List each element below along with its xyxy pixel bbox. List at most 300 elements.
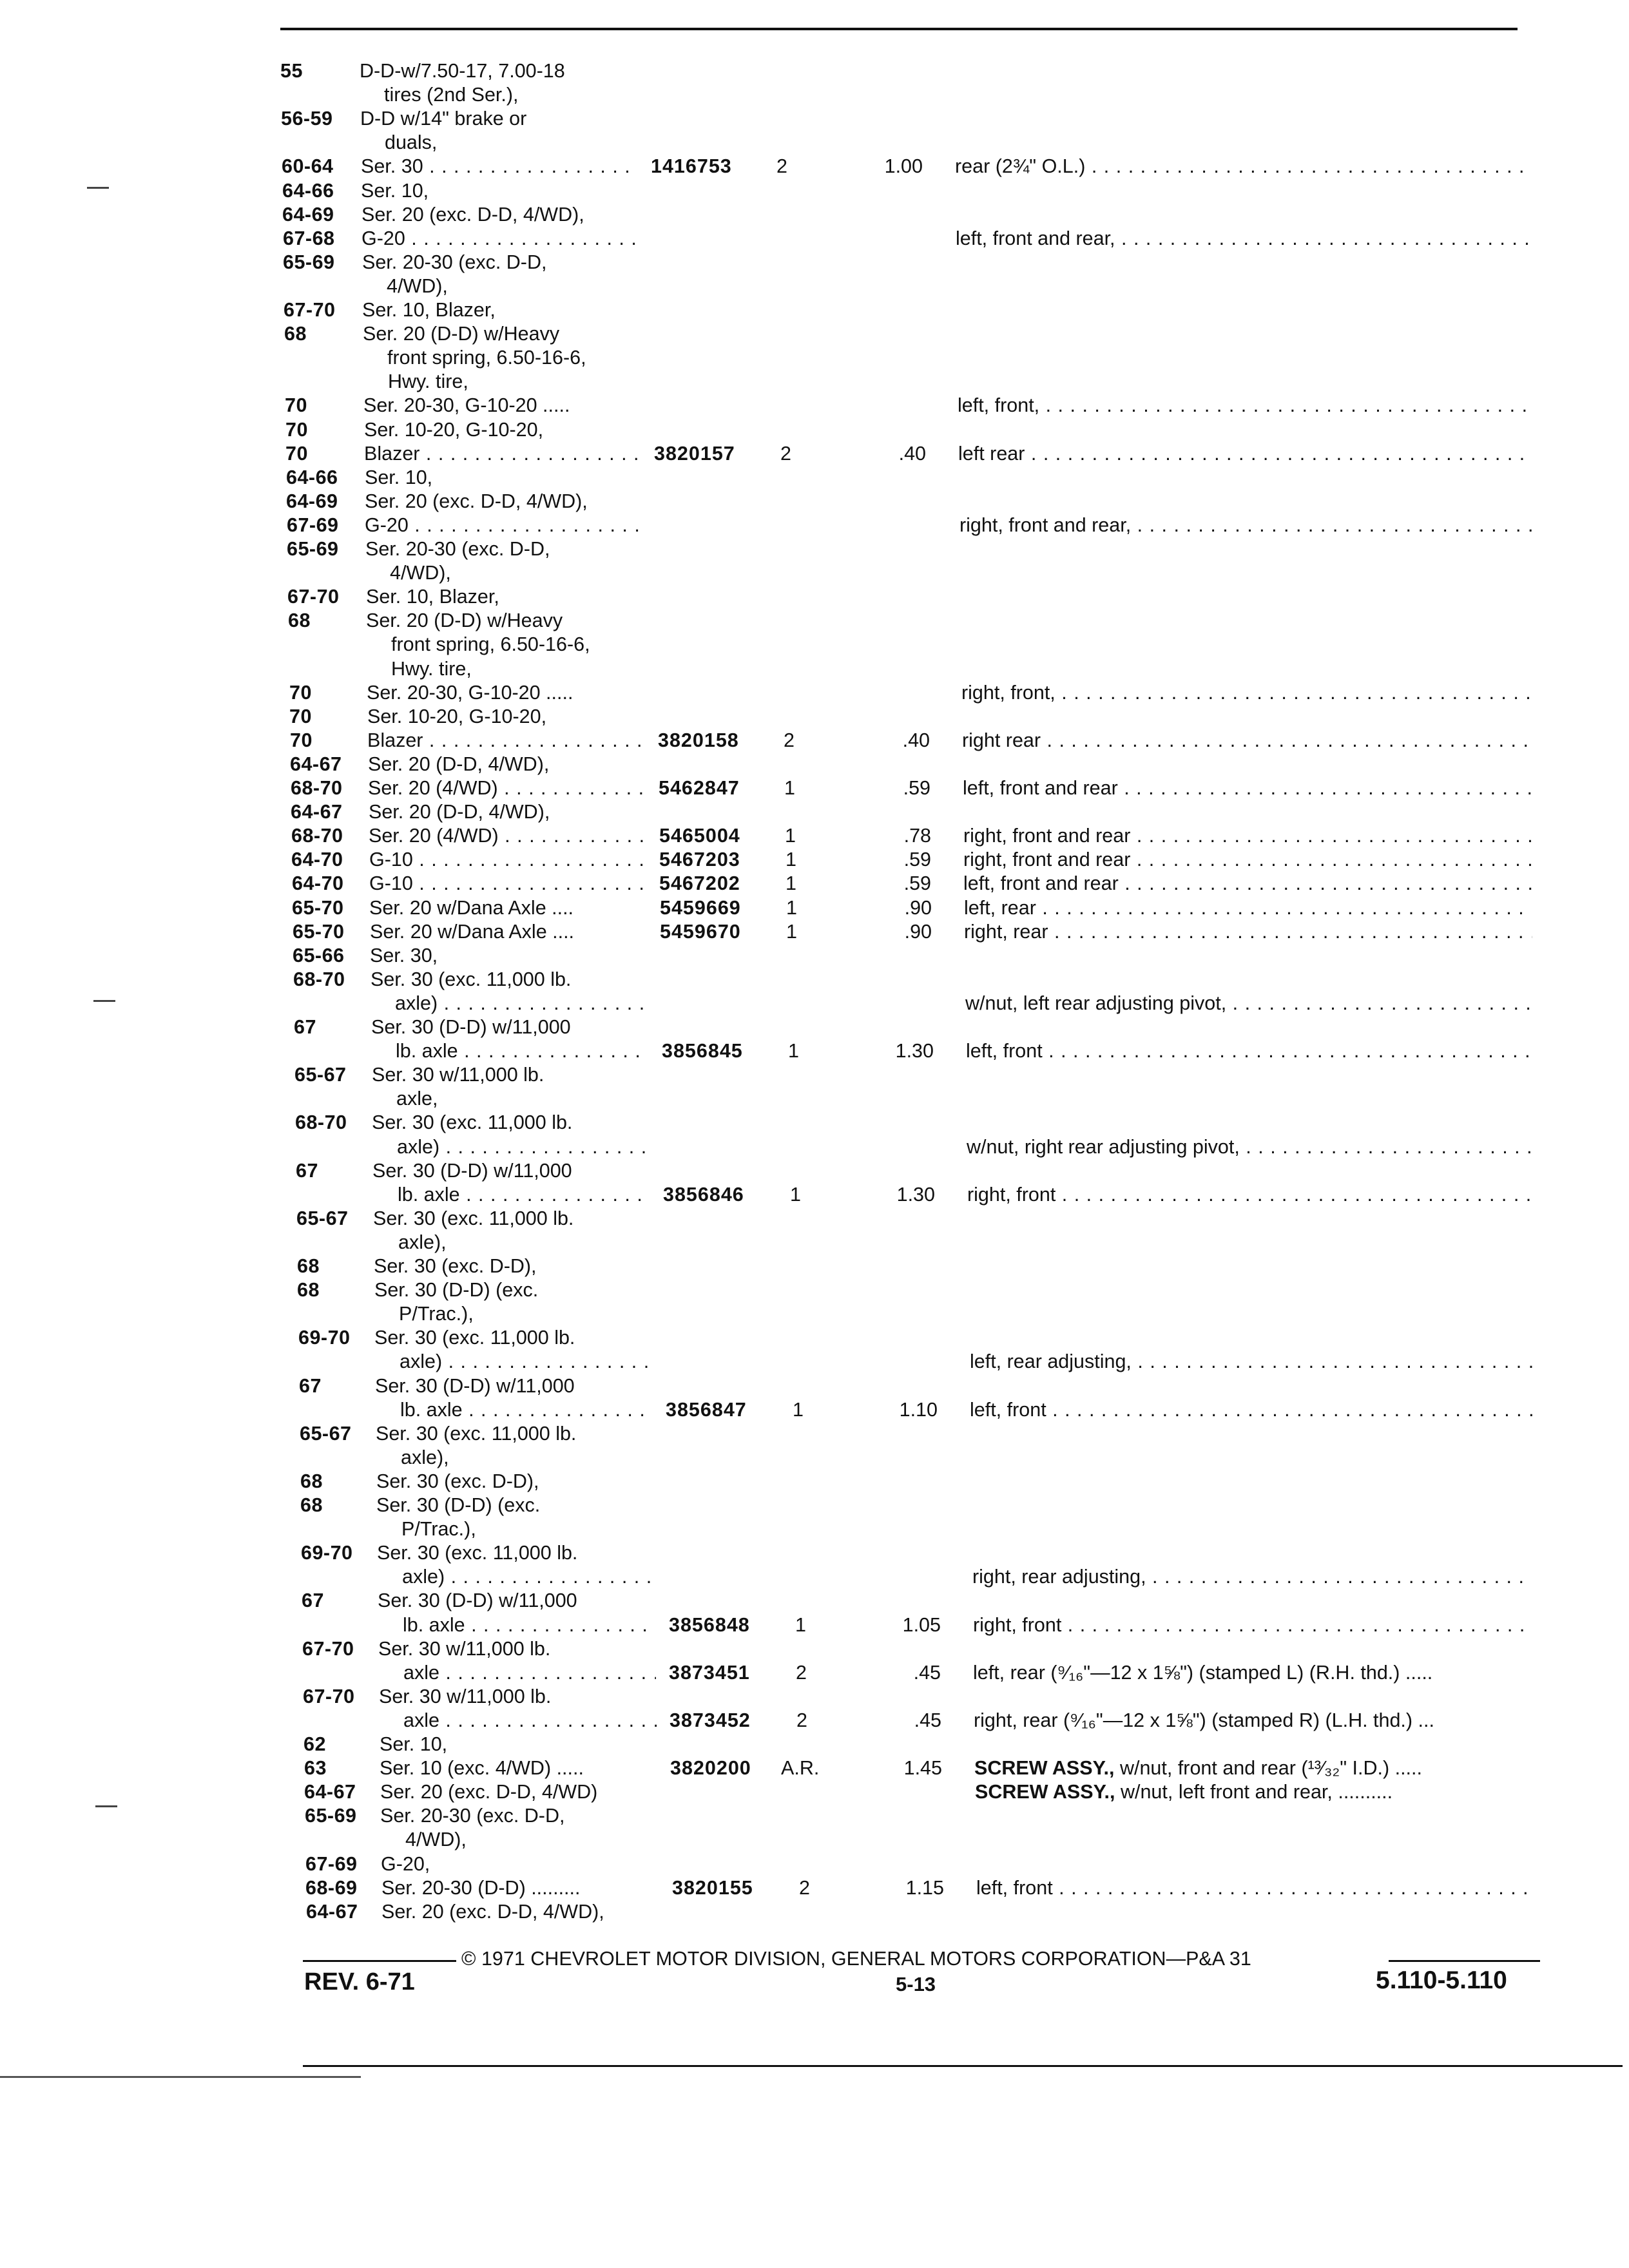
model-year: 68-70 — [293, 968, 345, 990]
part-name — [973, 1661, 1532, 1685]
application-description: Hwy. tire, — [391, 658, 472, 680]
model-year: 67-68 — [283, 227, 335, 249]
quantity: 2 — [796, 1709, 807, 1731]
part-name-text: w/nut, front and rear (¹³⁄₃₂" I.D.) ..... — [1114, 1757, 1422, 1779]
model-year: 68-69 — [305, 1877, 358, 1899]
quantity: 1 — [795, 1614, 806, 1636]
model-year: 65-70 — [292, 897, 344, 919]
catalog-row — [0, 1326, 1629, 1350]
part-number: 5467202 — [659, 872, 740, 894]
part-name-text: left, front — [970, 1399, 1046, 1421]
catalog-row — [0, 920, 1629, 944]
part-name — [959, 514, 1532, 537]
model-year: 67-69 — [305, 1853, 358, 1875]
application-description: Ser. 30 (exc. 11,000 lb. — [371, 968, 572, 990]
application-description: Ser. 30 (D-D) (exc. — [374, 1279, 539, 1301]
catalog-row — [0, 1039, 1629, 1063]
quantity: 1 — [793, 1399, 804, 1421]
model-year: 67 — [294, 1016, 316, 1038]
model-year: 64-67 — [291, 801, 343, 823]
quantity: 2 — [780, 443, 791, 465]
model-year: 70 — [289, 682, 312, 704]
part-name-text: right, front and rear — [963, 849, 1131, 870]
part-name — [974, 1756, 1532, 1780]
catalog-row — [0, 1087, 1629, 1111]
catalog-row — [0, 1852, 1629, 1876]
part-number: 3856848 — [669, 1614, 750, 1636]
catalog-row — [0, 1613, 1629, 1637]
application-description: Ser. 30 (D-D) (exc. — [376, 1494, 541, 1516]
application-description: G-10 . . . — [369, 848, 646, 872]
part-name — [956, 227, 1532, 251]
quantity: 1 — [786, 872, 796, 894]
part-number: 5465004 — [659, 825, 740, 847]
application-description: Ser. 30 . . . — [361, 155, 638, 178]
model-year: 64-70 — [291, 849, 343, 870]
model-year: 68 — [300, 1470, 323, 1492]
model-year: 68 — [300, 1494, 323, 1516]
application-description: lb. axle . . . — [396, 1039, 649, 1063]
catalog-row — [0, 274, 1629, 298]
model-year: 60-64 — [282, 155, 334, 177]
part-name — [955, 155, 1532, 178]
application-description: axle), — [398, 1231, 447, 1253]
catalog-row — [0, 681, 1629, 705]
part-number: 3873451 — [669, 1662, 750, 1684]
quantity: 2 — [796, 1662, 807, 1684]
part-number: 3820157 — [654, 443, 735, 465]
quantity: 1 — [785, 825, 796, 847]
catalog-row — [0, 800, 1629, 824]
model-year: 64-67 — [304, 1781, 356, 1803]
application-description: Ser. 30 (exc. 11,000 lb. — [377, 1542, 578, 1564]
list-price: .90 — [904, 921, 932, 943]
part-name-text: w/nut, left rear adjusting pivot, — [965, 992, 1227, 1014]
model-year: 63 — [304, 1757, 327, 1779]
application-description: Ser. 20-30, G-10-20 ..... — [363, 394, 570, 416]
catalog-row — [0, 1446, 1629, 1470]
catalog-row — [0, 1589, 1629, 1613]
model-year: 67 — [302, 1590, 324, 1611]
list-price: .59 — [903, 849, 931, 870]
application-description: Ser. 10 (exc. 4/WD) ..... — [380, 1757, 584, 1779]
application-description: Ser. 20 (D-D, 4/WD), — [368, 753, 550, 775]
quantity: 1 — [786, 921, 797, 943]
model-year: 69-70 — [298, 1327, 351, 1349]
part-name — [970, 1398, 1532, 1422]
catalog-row — [0, 59, 1629, 83]
catalog-row — [0, 227, 1629, 251]
application-description: axle . . . — [403, 1709, 657, 1733]
part-number: 3856847 — [666, 1399, 747, 1421]
model-year: 70 — [285, 394, 307, 416]
catalog-row — [0, 633, 1629, 657]
model-year: 64-66 — [286, 466, 338, 488]
catalog-row — [0, 896, 1629, 920]
application-description: Blazer . . . — [364, 442, 641, 466]
catalog-row — [0, 657, 1629, 681]
model-year: 65-69 — [305, 1805, 357, 1827]
catalog-row — [0, 992, 1629, 1015]
catalog-row — [0, 1111, 1629, 1135]
list-price: .45 — [914, 1709, 941, 1731]
model-year: 67-70 — [287, 586, 340, 608]
part-name-text: left, rear (⁹⁄₁₆"—12 x 1⅝") (stamped L) (R.H. thd.) ..... — [973, 1662, 1433, 1684]
list-price: 1.05 — [902, 1614, 941, 1636]
part-name — [965, 992, 1532, 1015]
model-year: 68 — [297, 1255, 320, 1277]
part-name-text: right rear — [962, 729, 1041, 751]
catalog-row — [0, 203, 1629, 227]
part-name-text: left, rear adjusting, — [970, 1350, 1132, 1372]
part-name — [967, 1183, 1532, 1207]
application-description: Ser. 20 (exc. D-D, 4/WD), — [365, 490, 588, 512]
model-year: 64-70 — [292, 872, 344, 894]
application-description: Ser. 10-20, G-10-20, — [367, 706, 547, 727]
part-name — [958, 442, 1532, 466]
catalog-row — [0, 1804, 1629, 1828]
catalog-row — [0, 346, 1629, 370]
application-description: Ser. 30 (exc. 11,000 lb. — [376, 1423, 577, 1445]
model-year: 65-70 — [293, 921, 345, 943]
application-description: 4/WD), — [387, 275, 448, 297]
model-year: 65-67 — [294, 1064, 347, 1086]
application-description: Ser. 20-30 (exc. D-D, — [365, 538, 550, 560]
catalog-row — [0, 609, 1629, 633]
catalog-row — [0, 251, 1629, 274]
part-name — [974, 1709, 1532, 1733]
application-description: Ser. 10, Blazer, — [366, 586, 499, 608]
part-name-text: right, front — [967, 1184, 1056, 1206]
list-price: .40 — [902, 729, 930, 751]
application-description: Ser. 20 (D-D) w/Heavy — [363, 323, 560, 345]
catalog-row — [0, 1015, 1629, 1039]
application-description: P/Trac.), — [401, 1518, 476, 1540]
list-price: .90 — [904, 897, 932, 919]
part-name — [963, 776, 1532, 800]
part-name — [964, 920, 1532, 944]
application-description: axle . . . — [403, 1661, 656, 1685]
catalog-row — [0, 1422, 1629, 1446]
application-description: Ser. 20 (exc. D-D, 4/WD) — [380, 1781, 598, 1803]
part-name-text: right, rear (⁹⁄₁₆"—12 x 1⅝") (stamped R) (L.H. thd.) ... — [974, 1709, 1434, 1731]
part-name — [964, 896, 1532, 920]
application-description: Ser. 20 (exc. D-D, 4/WD), — [381, 1901, 604, 1923]
catalog-row — [0, 1494, 1629, 1517]
quantity: 2 — [776, 155, 787, 177]
part-number: 3820200 — [670, 1757, 751, 1779]
catalog-row — [0, 585, 1629, 609]
copyright-notice: © 1971 CHEVROLET MOTOR DIVISION, GENERAL MOTORS CORPORATION—P&A 31 — [461, 1948, 1251, 1970]
application-description: tires (2nd Ser.), — [384, 84, 519, 106]
part-name-text: left, front and rear — [963, 777, 1118, 799]
catalog-row — [0, 1159, 1629, 1183]
application-description: Ser. 20 (D-D) w/Heavy — [366, 610, 563, 631]
list-price: 1.15 — [905, 1877, 944, 1899]
model-year: 67-70 — [302, 1638, 354, 1660]
model-year: 67 — [299, 1375, 322, 1397]
model-year: 67 — [296, 1160, 318, 1182]
part-number: 5467203 — [659, 849, 740, 870]
catalog-row — [0, 1637, 1629, 1661]
application-description: lb. axle . . . — [400, 1398, 653, 1422]
model-year: 68 — [284, 323, 307, 345]
application-description: Ser. 10, Blazer, — [362, 299, 496, 321]
part-name — [963, 824, 1532, 848]
part-number: 5462847 — [659, 777, 740, 799]
catalog-row — [0, 824, 1629, 848]
application-description: Ser. 30 (D-D) w/11,000 — [371, 1016, 571, 1038]
application-description: Ser. 20 w/Dana Axle .... — [369, 897, 574, 919]
catalog-row — [0, 776, 1629, 800]
list-price: .78 — [903, 825, 931, 847]
part-name-text: left, rear — [964, 897, 1036, 919]
catalog-row — [0, 322, 1629, 346]
catalog-row — [0, 1254, 1629, 1278]
part-name-text: w/nut, right rear adjusting pivot, — [967, 1136, 1240, 1158]
application-description: Ser. 20-30, G-10-20 ..... — [367, 682, 574, 704]
model-year: 70 — [289, 706, 312, 727]
application-description: P/Trac.), — [399, 1303, 474, 1325]
catalog-row — [0, 1709, 1629, 1733]
model-year: 67-70 — [284, 299, 336, 321]
catalog-row — [0, 753, 1629, 776]
application-description: Ser. 10, — [365, 466, 433, 488]
catalog-row — [0, 1780, 1629, 1804]
application-description: Ser. 30 (exc. 11,000 lb. — [373, 1207, 574, 1229]
part-name — [963, 872, 1532, 896]
application-description: Blazer . . . — [367, 729, 645, 753]
catalog-row — [0, 944, 1629, 968]
model-year: 56-59 — [281, 108, 333, 130]
application-description: G-20 . . . — [361, 227, 639, 251]
part-number: 3820158 — [658, 729, 739, 751]
part-name — [958, 394, 1532, 418]
catalog-row — [0, 872, 1629, 896]
application-description: Ser. 30 (exc. D-D), — [376, 1470, 539, 1492]
application-description: Ser. 10, — [361, 180, 429, 202]
model-year: 68-70 — [291, 825, 343, 847]
catalog-row — [0, 1398, 1629, 1422]
catalog-row — [0, 1661, 1629, 1685]
model-year: 64-67 — [306, 1901, 358, 1923]
part-name — [973, 1613, 1532, 1637]
application-description: D-D-w/7.50-17, 7.00-18 — [360, 60, 565, 82]
application-description: Ser. 20-30 (exc. D-D, — [362, 251, 547, 273]
model-year: 67-70 — [303, 1686, 355, 1707]
part-name-text: right, front and rear — [963, 825, 1131, 847]
application-description: Ser. 20-30 (D-D) ......... — [381, 1877, 581, 1899]
catalog-row — [0, 1565, 1629, 1589]
application-description: axle, — [396, 1088, 438, 1110]
quantity: 1 — [786, 897, 797, 919]
model-year: 64-66 — [282, 180, 334, 202]
catalog-row — [0, 370, 1629, 394]
model-year: 64-67 — [290, 753, 342, 775]
application-description: Ser. 20 (D-D, 4/WD), — [369, 801, 550, 823]
catalog-row — [0, 1733, 1629, 1756]
part-name — [967, 1135, 1532, 1159]
model-year: 55 — [280, 60, 303, 82]
catalog-row — [0, 1302, 1629, 1326]
application-description: Ser. 30 (D-D) w/11,000 — [378, 1590, 577, 1611]
model-year: 69-70 — [301, 1542, 353, 1564]
catalog-row — [0, 394, 1629, 418]
application-description: Hwy. tire, — [388, 370, 468, 392]
catalog-row — [0, 1828, 1629, 1852]
application-description: axle) . . . — [395, 992, 648, 1015]
application-description: front spring, 6.50-16-6, — [387, 347, 586, 369]
application-description: Ser. 30, — [370, 945, 438, 966]
application-description: Ser. 30 (exc. D-D), — [374, 1255, 537, 1277]
model-year: 70 — [285, 419, 308, 441]
part-number: 5459669 — [660, 897, 741, 919]
application-description: Ser. 20-30 (exc. D-D, — [380, 1805, 565, 1827]
quantity: 1 — [786, 849, 796, 870]
catalog-row — [0, 1756, 1629, 1780]
part-number: 1416753 — [651, 155, 732, 177]
list-price: 1.30 — [896, 1184, 935, 1206]
catalog-row — [0, 1063, 1629, 1087]
application-description: axle) . . . — [402, 1565, 655, 1589]
application-description: Ser. 30 (D-D) w/11,000 — [375, 1375, 575, 1397]
application-description: axle) . . . — [400, 1350, 653, 1374]
part-name — [970, 1350, 1532, 1374]
model-year: 65-69 — [283, 251, 335, 273]
catalog-row — [0, 1183, 1629, 1207]
catalog-row — [0, 1900, 1629, 1924]
part-name-text: right, front, — [961, 682, 1055, 704]
application-description: front spring, 6.50-16-6, — [391, 633, 590, 655]
model-year: 70 — [290, 729, 313, 751]
catalog-row — [0, 1207, 1629, 1231]
part-name — [976, 1876, 1532, 1900]
catalog-row — [0, 1470, 1629, 1494]
list-price: 1.00 — [884, 155, 923, 177]
model-year: 68-70 — [295, 1111, 347, 1133]
application-description: duals, — [385, 131, 438, 153]
model-year: 70 — [285, 443, 308, 465]
catalog-row — [0, 848, 1629, 872]
part-name — [962, 729, 1532, 753]
part-name — [966, 1039, 1532, 1063]
model-year: 65-67 — [296, 1207, 349, 1229]
part-name-text: left, front — [976, 1877, 1053, 1899]
catalog-row — [0, 179, 1629, 203]
part-name-text: left, front — [966, 1040, 1043, 1062]
list-price: 1.10 — [899, 1399, 938, 1421]
application-description: Ser. 20 (4/WD) . . . — [368, 776, 646, 800]
catalog-row — [0, 968, 1629, 992]
model-year: 65-69 — [287, 538, 339, 560]
application-description: Ser. 20 (4/WD) . . . — [369, 824, 646, 848]
page-number: 5-13 — [896, 1973, 936, 1995]
catalog-row — [0, 107, 1629, 131]
part-name-heading: SCREW ASSY., — [975, 1781, 1115, 1803]
bottom-rule — [303, 2065, 1623, 2067]
model-year: 68 — [297, 1279, 320, 1301]
catalog-row — [0, 155, 1629, 178]
part-name-text: left, front and rear — [963, 872, 1119, 894]
application-description: Ser. 20 (exc. D-D, 4/WD), — [361, 204, 584, 226]
catalog-row — [0, 1876, 1629, 1900]
model-year: 65-66 — [293, 945, 345, 966]
application-description: Ser. 10-20, G-10-20, — [364, 419, 544, 441]
part-name — [975, 1780, 1532, 1804]
catalog-row — [0, 1517, 1629, 1541]
catalog-row — [0, 1135, 1629, 1159]
application-description: lb. axle . . . — [403, 1613, 656, 1637]
catalog-row — [0, 298, 1629, 322]
application-description: Ser. 30 (exc. 11,000 lb. — [372, 1111, 573, 1133]
list-price: .40 — [898, 443, 926, 465]
part-name — [961, 681, 1532, 705]
part-name-text: left rear — [958, 443, 1025, 465]
catalog-row — [0, 1685, 1629, 1709]
catalog-row — [0, 1231, 1629, 1254]
part-name-text: w/nut, left front and rear, .......... — [1115, 1781, 1393, 1803]
model-year: 68 — [288, 610, 311, 631]
list-price: 1.45 — [903, 1757, 942, 1779]
quantity: 1 — [790, 1184, 801, 1206]
part-number: 3873452 — [670, 1709, 751, 1731]
catalog-row — [0, 442, 1629, 466]
revision-label: REV. 6-71 — [304, 1968, 415, 1995]
quantity: 2 — [799, 1877, 810, 1899]
footer-rule-left — [303, 1960, 456, 1962]
part-name-heading: SCREW ASSY., — [974, 1757, 1115, 1779]
part-number: 3820155 — [672, 1877, 753, 1899]
quantity: A.R. — [781, 1757, 820, 1779]
catalog-row — [0, 466, 1629, 490]
part-name-text: left, front, — [958, 394, 1040, 416]
list-price: .45 — [913, 1662, 941, 1684]
application-description: Ser. 10, — [380, 1733, 448, 1755]
catalog-row — [0, 83, 1629, 107]
catalog-row — [0, 1278, 1629, 1302]
application-description: Ser. 30 (D-D) w/11,000 — [372, 1160, 572, 1182]
application-description: D-D w/14" brake or — [360, 108, 527, 130]
list-price: .59 — [903, 777, 930, 799]
list-price: .59 — [903, 872, 931, 894]
part-number: 3856846 — [663, 1184, 744, 1206]
section-number: 5.110-5.110 — [1376, 1966, 1507, 1994]
catalog-row — [0, 561, 1629, 585]
quantity: 1 — [788, 1040, 799, 1062]
catalog-row — [0, 729, 1629, 753]
application-description: Ser. 30 w/11,000 lb. — [372, 1064, 545, 1086]
model-year: 65-67 — [300, 1423, 352, 1445]
bottom-rule-faint — [0, 2076, 361, 2078]
application-description: G-20, — [381, 1853, 430, 1875]
catalog-row — [0, 537, 1629, 561]
catalog-row — [0, 418, 1629, 442]
quantity: 1 — [784, 777, 795, 799]
application-description: Ser. 30 w/11,000 lb. — [378, 1638, 551, 1660]
part-name-text: right, front and rear, — [959, 514, 1132, 536]
application-description: axle) . . . — [397, 1135, 650, 1159]
part-name-text: right, rear adjusting, — [972, 1566, 1146, 1588]
part-name — [963, 848, 1532, 872]
application-description: Ser. 30 (exc. 11,000 lb. — [374, 1327, 575, 1349]
model-year: 64-69 — [282, 204, 334, 226]
model-year: 62 — [304, 1733, 326, 1755]
catalog-row — [0, 514, 1629, 537]
catalog-row — [0, 131, 1629, 155]
catalog-row — [0, 1374, 1629, 1398]
application-description: G-10 . . . — [369, 872, 646, 896]
list-price: 1.30 — [895, 1040, 934, 1062]
